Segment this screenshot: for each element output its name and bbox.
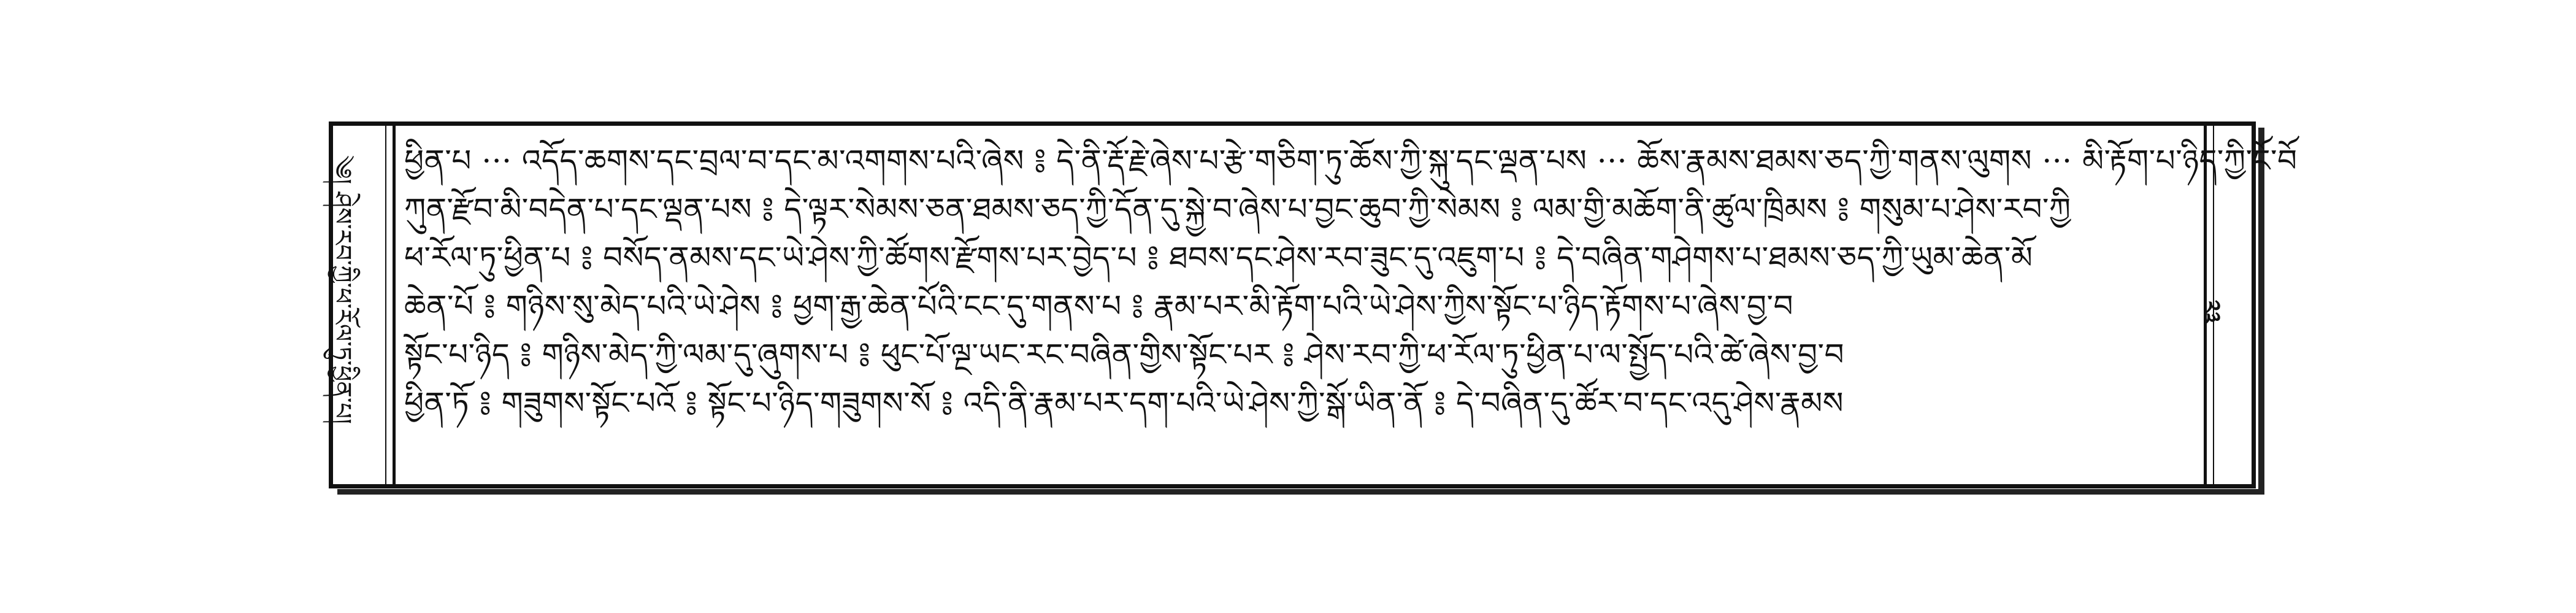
pecha-folio <box>328 121 2298 488</box>
text-line-2: ཀུན་རྫོབ་མི་བདེན་པ་དང་ལྡན་པས ༔ དེ་ལྟར་སེམས་ཅན་ཐམས་ཅད་ཀྱི་དོན་དུ་སྐྱེ་བ་ཞེས་པ་བྱང་ཆུབ་ཀྱི་སེམས ༔ ལམ་གྱི་མཆོག་ནི་ཚུལ་ཁྲིམས ༔ གསུམ་པ་ཤེས་རབ་ཀྱི <box>404 191 2071 227</box>
left-margin <box>328 126 396 484</box>
text-line-6: ཕྱིན་ཏོ ༔ གཟུགས་སྟོང་པའོ ༔ སྟོང་པ་ཉིད་གཟུགས་སོ ༔ འདི་ནི་རྣམ་པར་དག་པའི་ཡེ་ཤེས་ཀྱི་སྒོ་ཡིན་ནོ ༔ དེ་བཞིན་དུ་ཚོར་བ་དང་འདུ་ཤེས་རྣམས <box>404 385 1844 421</box>
text-line-3: ཕ་རོལ་ཏུ་ཕྱིན་པ ༔ བསོད་ནམས་དང་ཡེ་ཤེས་ཀྱི་ཚོགས་རྫོགས་པར་བྱེད་པ ༔ ཐབས་དང་ཤེས་རབ་ཟུང་དུ་འཇུག་པ ༔ དེ་བཞིན་གཤེགས་པ་ཐམས་ཅད་ཀྱི་ཡུམ་ཆེན་མོ <box>404 240 2033 276</box>
left-margin-rule <box>385 126 386 484</box>
text-line-5: སྟོང་པ་ཉིད ༔ གཉིས་མེད་ཀྱི་ལམ་དུ་ཞུགས་པ ༔ ཕུང་པོ་ལྔ་ཡང་རང་བཞིན་གྱིས་སྟོང་པར ༔ ཤེས་རབ་ཀྱི་ཕ་རོལ་ཏུ་ཕྱིན་པ་ལ་སྤྱོད་པའི་ཚེ་ཞེས་བྱ་བ <box>404 337 1845 372</box>
margin-title: ༄། ཤེས་རབ་ཀྱི་ཕ་རོལ་ཏུ་ཕྱིན་པ། <box>328 155 356 424</box>
page-number: ༢༣ <box>2198 300 2226 325</box>
right-margin <box>2198 126 2252 484</box>
text-line-1: ཕྱིན་པ ··· འདོད་ཆགས་དང་བྲལ་བ་དང་མ་འགགས་པའི་ཞེས ༔ དེ་ནི་རྡོ་རྗེ་ཞེས་པ་རྩེ་གཅིག་ཏུ་ཆོས་ཀྱི་སྐུ་དང་ལྡན་པས ··· ཆོས་རྣམས་ཐམས་ཅད་ཀྱི་གནས་ལུགས ··· མི་རྟོག་པ་ཉིད་ཀྱི་ངོ་བོ <box>404 143 2298 179</box>
text-line-4: ཆེན་པོ ༔ གཉིས་སུ་མེད་པའི་ཡེ་ཤེས ༔ ཕྱག་རྒྱ་ཆེན་པོའི་ངང་དུ་གནས་པ ༔ རྣམ་པར་མི་རྟོག་པའི་ཡེ་ཤེས་ཀྱིས་སྟོང་པ་ཉིད་རྟོགས་པ་ཞེས་བྱ་བ <box>404 288 1794 324</box>
